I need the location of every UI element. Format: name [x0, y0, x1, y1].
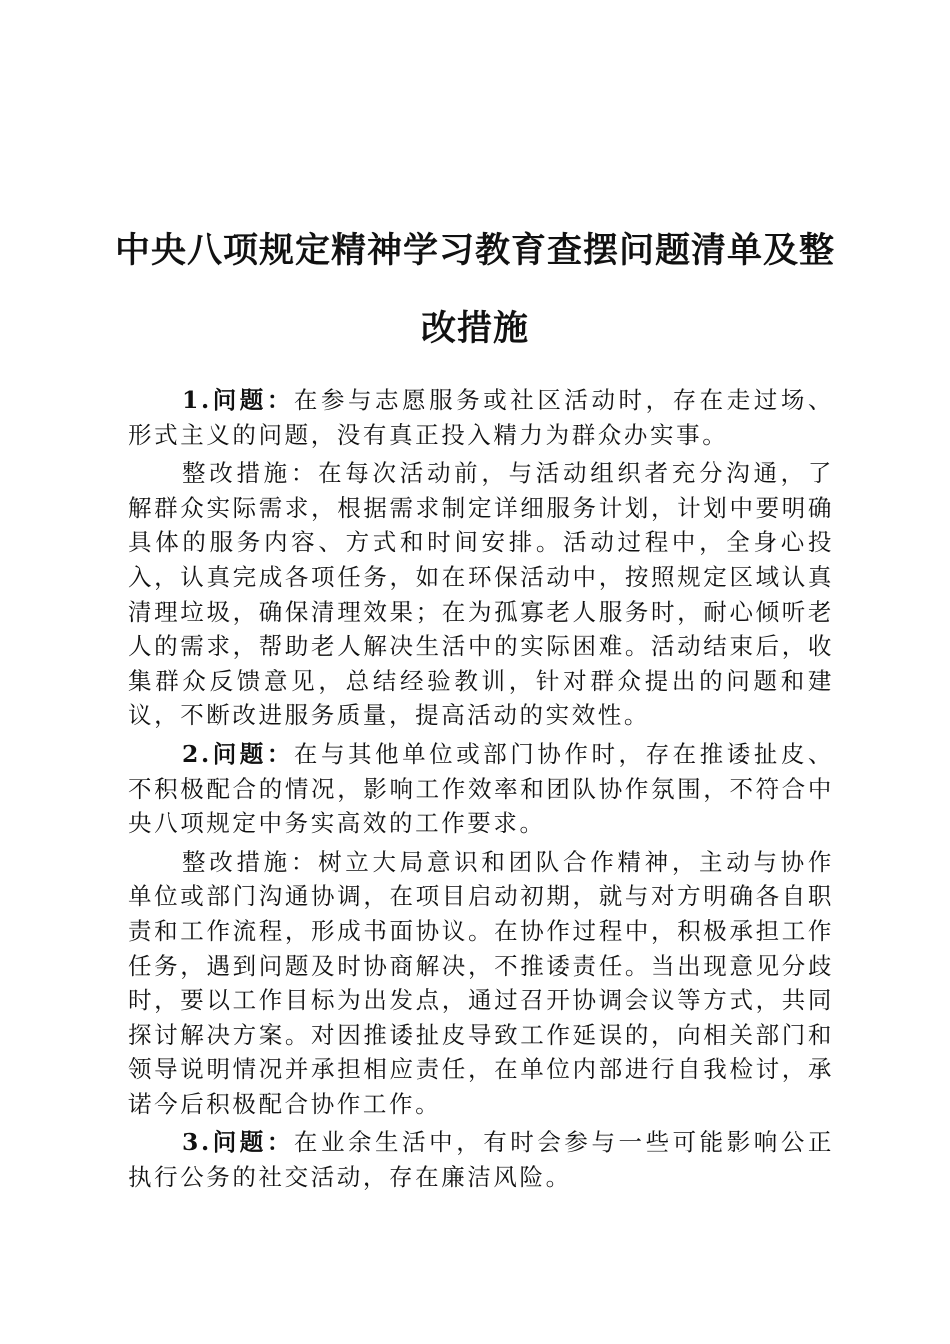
issue-text-3: 在业余生活中，有时会参与一些可能影响公正执行公务的社交活动，存在廉洁风险。 — [128, 1128, 834, 1192]
issue-label-3: 3.问题： — [182, 1128, 294, 1157]
issue-text-1: 在参与志愿服务或社区活动时，存在走过场、形式主义的问题，没有真正投入精力为群众办实事。 — [128, 386, 834, 449]
issue-paragraph-1 — [128, 383, 834, 452]
issue-text-2: 在与其他单位或部门协作时，存在推诿扯皮、不积极配合的情况，影响工作效率和团队协作氛围，不符合中央八项规定中务实高效的工作要求。 — [128, 739, 834, 838]
issue-label-2: 2.问题： — [182, 739, 294, 768]
document-title-line-2: 改措施 — [420, 308, 529, 349]
issue-paragraph-2 — [128, 737, 834, 841]
document-body — [128, 383, 834, 1195]
issue-label-1: 1.问题： — [182, 386, 294, 414]
issue-paragraph-3 — [128, 1125, 834, 1194]
document-title — [110, 212, 840, 368]
measure-paragraph-1: 整改措施：在每次活动前，与活动组织者充分沟通，了解群众实际需求，根据需求制定详细服务计划，计划中要明确具体的服务内容、方式和时间安排。活动过程中，全身心投入，认真完成各项任务，如在环保活动中，按照规定区域认真清理垃圾，确保清理效果；在为孤寡老人服务时，耐心倾听老人的需求，帮助老人解决生活中的实际困难。活动结束后，收集群众反馈意见，总结经验教训，针对群众提出的问题和建议，不断改进服务质量，提高活动的实效性。 — [128, 459, 834, 730]
document-title-line-1: 中央八项规定精神学习教育查摆问题清单及整 — [114, 230, 835, 271]
measure-paragraph-2: 整改措施：树立大局意识和团队合作精神，主动与协作单位或部门沟通协调，在项目启动初期，就与对方明确各自职责和工作流程，形成书面协议。在协作过程中，积极承担工作任务，遇到问题及时协商解决，不推诿责任。当出现意见分歧时，要以工作目标为出发点，通过召开协调会议等方式，共同探讨解决方案。对因推诿扯皮导致工作延误的，向相关部门和领导说明情况并承担相应责任，在单位内部进行自我检讨，承诺今后积极配合协作工作。 — [128, 847, 834, 1118]
